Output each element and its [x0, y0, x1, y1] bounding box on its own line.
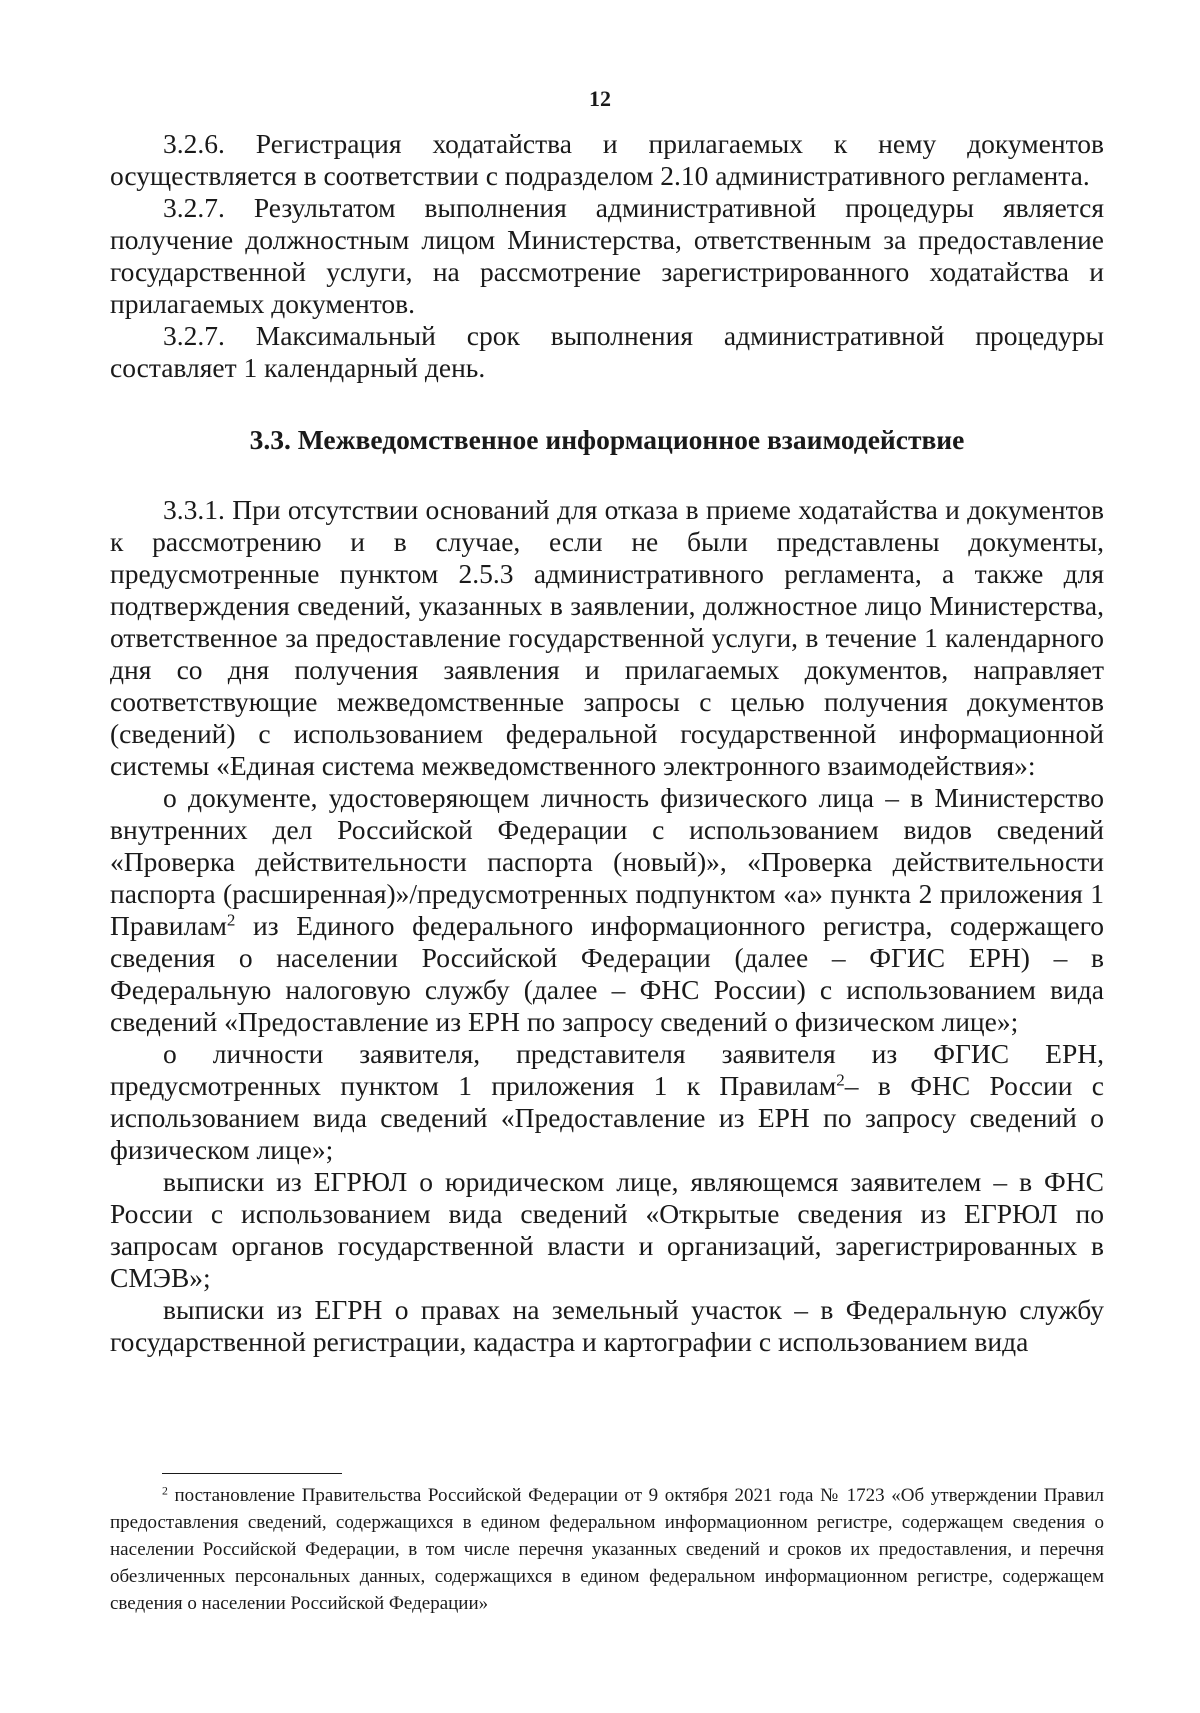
paragraph: выписки из ЕГРН о правах на земельный участок – в Федеральную службу государственной регистрации, кадастра и картографии с использованием вида — [110, 1294, 1104, 1357]
paragraph — [110, 1038, 1104, 1166]
footnote-reference: 2 — [836, 1070, 845, 1090]
paragraph: 3.2.6. Регистрация ходатайства и прилагаемых к нему документов осуществляется в соответствии с подразделом 2.10 административного регламента. — [110, 128, 1104, 191]
footnote-text: постановление Правительства Российской Федерации от 9 октября 2021 года № 1723 «Об утверждении Правил предоставления сведений, содержащихся в едином федеральном информационном регистре, содержащем сведения о населении Российской Федерации, в том числе перечня указанных сведений и сроков их предоставления, и перечня обезличенных персональных данных, содержащихся в едином федеральном информационном регистре, содержащем сведения о населении Российской Федерации» — [110, 1485, 1104, 1614]
footnote-separator — [162, 1473, 342, 1474]
paragraph: 3.3.1. При отсутствии оснований для отказа в приеме ходатайства и документов к рассмотрению и в случае, если не были представлены документы, предусмотренные пунктом 2.5.3 административного регламента, а также для подтверждения сведений, указанных в заявлении, должностное лицо Министерства, ответственное за предоставление государственной услуги, в течение 1 календарного дня со дня получения заявления и прилагаемых документов, направляет соответствующие межведомственные запросы с целью получения документов (сведений) с использованием федеральной государственной информационной системы «Единая система межведомственного электронного взаимодействия»: — [110, 494, 1104, 781]
paragraph-text: о личности заявителя, представителя заявителя из ФГИС ЕРН, предусмотренных пунктом 1 приложения 1 к Правилам — [110, 1038, 1104, 1101]
paragraph-text: – в ФНС России с использованием вида сведений «Предоставление из ЕРН по запросу сведений о физическом лице»; — [110, 1070, 1104, 1165]
paragraph: 3.2.7. Максимальный срок выполнения административной процедуры составляет 1 календарный день. — [110, 320, 1104, 383]
paragraph: выписки из ЕГРЮЛ о юридическом лице, являющемся заявителем – в ФНС России с использованием вида сведений «Открытые сведения из ЕГРЮЛ по запросам органов государственной власти и организаций, зарегистрированных в СМЭВ»; — [110, 1166, 1104, 1293]
paragraph: 3.2.7. Результатом выполнения административной процедуры является получение должностным лицом Министерства, ответственным за предоставление государственной услуги, на рассмотрение зарегистрированного ходатайства и прилагаемых документов. — [110, 192, 1104, 319]
section-heading: 3.3. Межведомственное информационное взаимодействие — [249, 424, 965, 455]
paragraph-text: из Единого федерального информационного регистра, содержащего сведения о населении Российской Федерации (далее – ФГИС ЕРН) – в Федеральную налоговую службу (далее – ФНС России) с использованием вида сведений «Предоставление из ЕРН по запросу сведений о физическом лице»; — [110, 910, 1104, 1037]
footnotes — [110, 1482, 1104, 1617]
footnote-reference: 2 — [226, 910, 236, 930]
footnote-marker: 2 — [162, 1484, 168, 1498]
page-number: 12 — [589, 86, 611, 111]
paragraph-text: о документе, удостоверяющем личность физического лица – в Министерство внутренних дел Российской Федерации с использованием видов сведений «Проверка действительности паспорта (новый)», «Проверка действительности паспорта (расширенная)»/предусмотренных подпунктом «а» пункта 2 приложения 1 Правилам — [110, 782, 1104, 941]
paragraph — [110, 782, 1104, 1038]
document-body — [110, 128, 1104, 1358]
footnote — [110, 1482, 1104, 1617]
